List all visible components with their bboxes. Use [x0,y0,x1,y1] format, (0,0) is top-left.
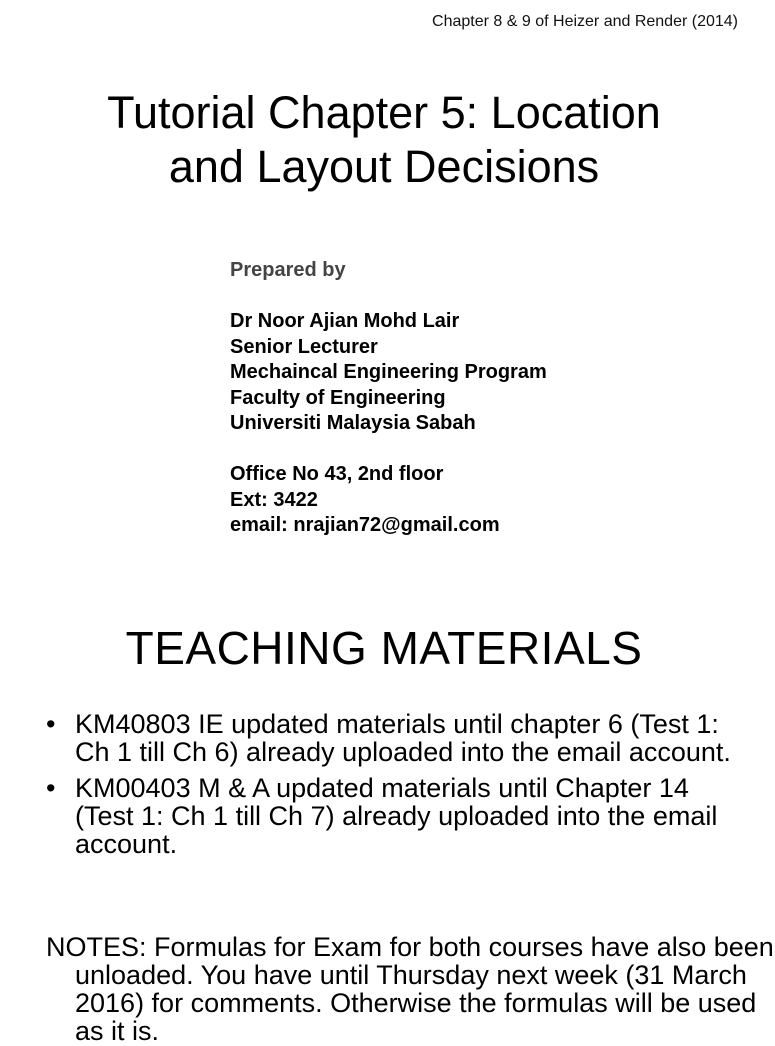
page-title [0,86,768,194]
list-item [46,774,746,858]
source-note: Chapter 8 & 9 of Heizer and Render (2014) [432,13,738,30]
contact-ext: Ext: 3422 [230,488,318,511]
bullet-icon: • [46,773,56,803]
contact-email: email: nrajian72@gmail.com [230,514,500,536]
contact-office: Office No 43, 2nd floor [230,463,444,485]
author-name: Dr Noor Ajian Mohd Lair [230,310,460,332]
spacer [230,437,547,463]
author-position: Senior Lecturer [230,335,378,358]
title-line-1: Tutorial Chapter 5: Location [107,87,661,138]
bullet-text: KM40803 IE updated materials until chapter 6 (Test 1: Ch 1 till Ch 6) already uploaded into the email account. [75,709,731,767]
bullet-text: KM00403 M & A updated materials until Chapter 14 (Test 1: Ch 1 till Ch 7) already uploaded into the email account. [75,773,718,859]
slide-teaching-materials [0,590,774,1046]
bullet-icon: • [46,709,56,739]
author-faculty: Faculty of Engineering [230,386,446,409]
list-item [46,710,746,766]
bullet-list [46,710,746,866]
section-title: TEACHING MATERIALS [125,622,643,674]
author-university: Universiti Malaysia Sabah [230,412,476,434]
prepared-by-block [230,258,547,539]
title-line-2: and Layout Decisions [168,141,600,192]
notes-paragraph: NOTES: Formulas for Exam for both courses have also been unloaded. You have until Thursday next week (31 March 2016) for comments. Otherwise the formulas will be used as it is. [46,932,774,1046]
prepared-by-label: Prepared by [230,259,346,281]
author-program: Mechaincal Engineering Program [230,361,547,383]
